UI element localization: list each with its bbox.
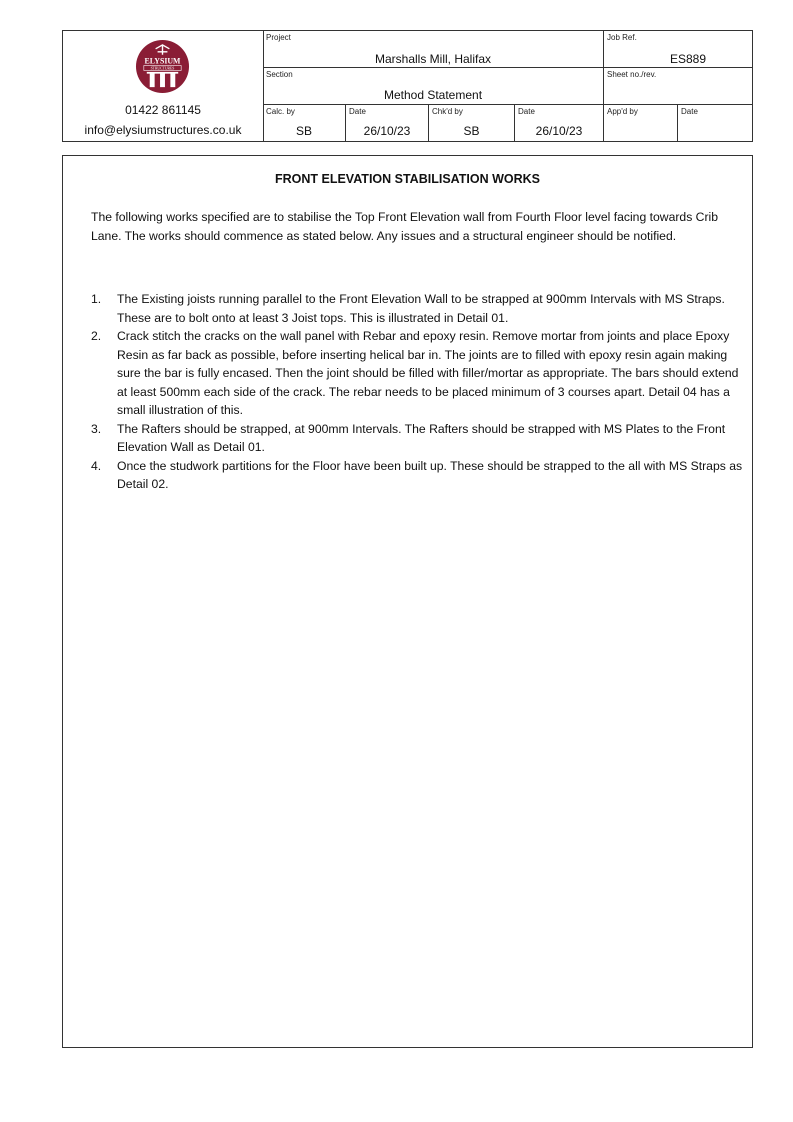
jobref-cell — [604, 31, 752, 68]
project-label: Project — [266, 33, 291, 42]
list-item — [91, 327, 746, 420]
list-item-number: 2. — [91, 329, 102, 343]
chk-value: SB — [463, 124, 480, 138]
section-cell — [263, 68, 604, 105]
list-item-number: 4. — [91, 458, 102, 473]
list-item — [91, 420, 746, 457]
logo-brand: ELYSIUM — [144, 56, 181, 66]
section-label: Section — [266, 70, 293, 79]
list-item-text: The Existing joists running parallel to the Front Elevation Wall to be strapped at 900mm Intervals with MS Straps. These are to bolt onto at least 3 Joist tops. This is illustrated in Detail 01. — [117, 292, 725, 325]
date1-cell — [346, 105, 429, 141]
jobref-value: ES889 — [669, 52, 707, 66]
chk-label: Chk'd by — [432, 107, 463, 116]
date2-cell — [515, 105, 604, 141]
calc-value: SB — [295, 124, 312, 138]
calc-label: Calc. by — [266, 107, 295, 116]
chk-cell — [429, 105, 515, 141]
list-item-text: The Rafters should be strapped, at 900mm Intervals. The Rafters should be strapped with MS Plates to the Front Elevation Wall as Detail 01. — [117, 421, 726, 454]
list-item-text: Once the studwork partitions for the Floor have been built up. These should be strapped to the all with MS Straps as Detail 02. — [117, 458, 743, 491]
app-label: App'd by — [607, 107, 638, 116]
works-list — [91, 290, 746, 494]
document-title: FRONT ELEVATION STABILISATION WORKS — [274, 172, 541, 186]
section-value: Method Statement — [383, 88, 483, 102]
date2-label: Date — [518, 107, 535, 116]
list-item-number: 3. — [91, 421, 102, 436]
list-item-number: 1. — [91, 292, 102, 306]
date1-value: 26/10/23 — [363, 124, 411, 138]
jobref-label: Job Ref. — [607, 33, 637, 42]
date1-label: Date — [349, 107, 366, 116]
project-cell — [263, 31, 604, 68]
sheet-label: Sheet no./rev. — [607, 70, 657, 79]
sheet-cell — [604, 68, 752, 105]
list-item — [91, 457, 746, 494]
company-phone: 01422 861145 — [125, 103, 201, 117]
date2-value: 26/10/23 — [535, 124, 583, 138]
company-email: info@elysiumstructures.co.uk — [84, 123, 242, 137]
project-value: Marshalls Mill, Halifax — [374, 52, 492, 66]
list-item — [91, 290, 746, 327]
logo-tagline: STRUCTURES — [150, 66, 175, 71]
date3-label: Date — [681, 107, 698, 116]
app-cell — [604, 105, 678, 141]
company-logo — [135, 39, 190, 94]
calc-cell — [263, 105, 346, 141]
date3-cell — [678, 105, 752, 141]
content-frame — [62, 155, 753, 1048]
intro-paragraph: The following works specified are to stabilise the Top Front Elevation wall from Fourth Floor level facing towards Crib Lane. The works should commence as stated below. Any issues and a structural engineer should be notified. — [91, 210, 719, 243]
company-cell — [63, 31, 264, 141]
list-item-text: Crack stitch the cracks on the wall panel with Rebar and epoxy resin. Remove mortar from joints and place Epoxy Resin as far back as possible, before inserting helical bar in. The joints are to filled with epoxy resin again making sure the bar is fully encased. Then the joint should be filled with filler/mortar as appropriate. The bars should extend at least 500mm each side of the crack. The rebar needs to be placed minimum of 3 courses apart. Detail 04 has a small illustration of this. — [117, 329, 739, 417]
title-block — [62, 30, 753, 142]
